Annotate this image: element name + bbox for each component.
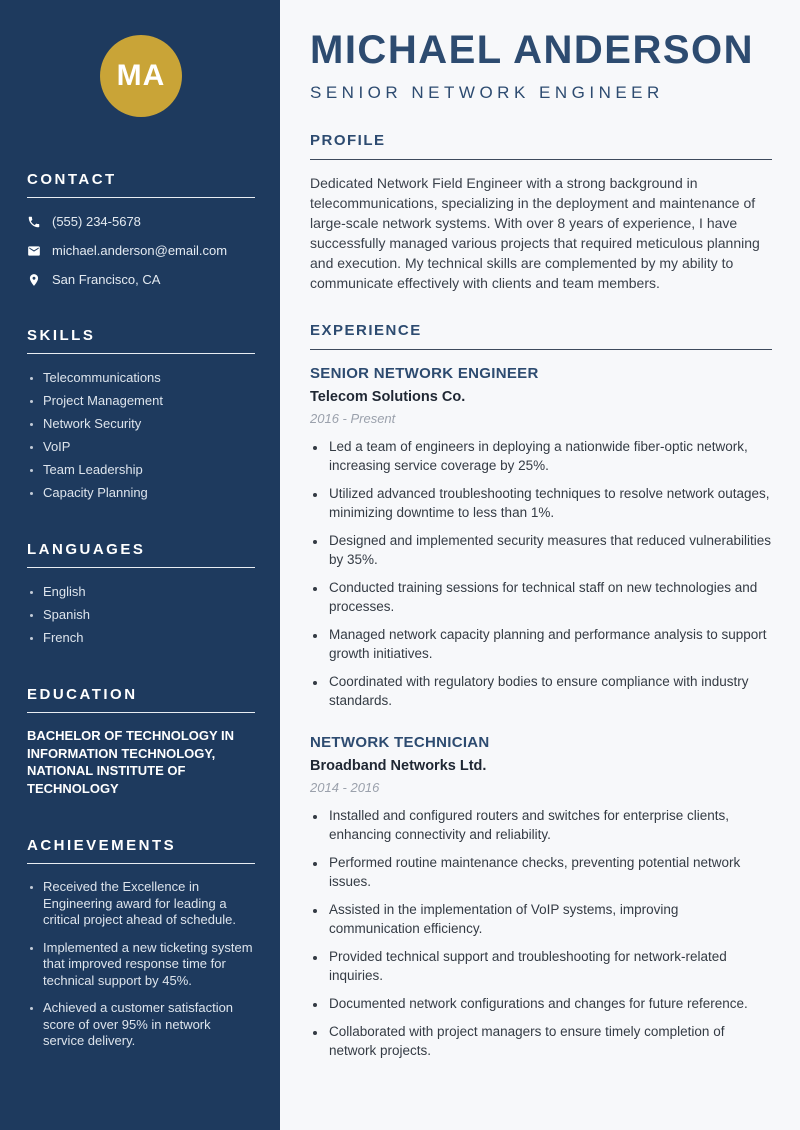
contact-phone-text: (555) 234-5678 (52, 214, 141, 229)
experience-divider (310, 349, 772, 350)
education-heading: EDUCATION (27, 686, 138, 703)
job-bullets (310, 806, 772, 1060)
job-bullets (310, 437, 772, 710)
profile-divider (310, 159, 772, 160)
resume-main (280, 0, 800, 1130)
languages-section (27, 541, 255, 646)
contact-divider (27, 197, 255, 198)
job-dates: 2016 - Present (310, 411, 396, 426)
job-bullet: • Provided technical support and troubleshooting for network-related inquiries. (327, 947, 772, 985)
contact-email (27, 243, 255, 258)
job-bullet: • Designed and implemented security measures that reduced vulnerabilities by 35%. (327, 531, 772, 569)
education-section (27, 686, 255, 797)
language-item: • English (43, 584, 255, 600)
job-bullet: • Utilized advanced troubleshooting techniques to resolve network outages, minimizing downtime to less than 1%. (327, 484, 772, 522)
job-bullet: • Installed and configured routers and switches for enterprise clients, enhancing connectivity and reliability. (327, 806, 772, 844)
achievements-list (27, 879, 255, 1050)
job-bullet: • Performed routine maintenance checks, preventing potential network issues. (327, 853, 772, 891)
contact-email-text: michael.anderson@email.com (52, 243, 228, 258)
language-item: • French (43, 630, 255, 646)
job-bullet: • Documented network configurations and changes for future reference. (327, 994, 772, 1013)
skills-section (27, 327, 255, 501)
job-entry (310, 734, 772, 1060)
experience-section (310, 322, 772, 1060)
contact-heading: CONTACT (27, 171, 117, 188)
contact-location (27, 272, 255, 287)
job-company: Telecom Solutions Co. (310, 389, 466, 405)
job-title: SENIOR NETWORK ENGINEER (310, 365, 539, 382)
skills-divider (27, 353, 255, 354)
job-company: Broadband Networks Ltd. (310, 758, 487, 774)
job-entry (310, 365, 772, 710)
job-bullet: • Coordinated with regulatory bodies to ensure compliance with industry standards. (327, 672, 772, 710)
person-title: SENIOR NETWORK ENGINEER (310, 83, 664, 102)
job-bullet: • Managed network capacity planning and performance analysis to support growth initiatives. (327, 625, 772, 663)
skill-item: • Telecommunications (43, 370, 255, 386)
languages-list (27, 584, 255, 646)
location-pin-icon (27, 273, 41, 287)
language-item: • Spanish (43, 607, 255, 623)
achievements-heading: ACHIEVEMENTS (27, 837, 177, 854)
job-bullet: • Conducted training sessions for technical staff on new technologies and processes. (327, 578, 772, 616)
experience-heading: EXPERIENCE (310, 322, 422, 339)
profile-heading: PROFILE (310, 132, 386, 149)
languages-divider (27, 567, 255, 568)
achievement-item: • Achieved a customer satisfaction score of over 95% in network service delivery. (43, 1000, 255, 1050)
job-dates: 2014 - 2016 (310, 780, 380, 795)
job-bullet: • Assisted in the implementation of VoIP systems, improving communication efficiency. (327, 900, 772, 938)
sidebar (0, 0, 280, 1130)
achievements-divider (27, 863, 255, 864)
phone-icon (27, 215, 41, 229)
skills-list (27, 370, 255, 501)
skill-item: • Capacity Planning (43, 485, 255, 501)
profile-text: Dedicated Network Field Engineer with a strong background in telecommunications, specializing in the deployment and maintenance of large-scale network systems. With over 8 years of experience, I have successfully managed various projects that required meticulous planning and execution. My technical skills are complemented by my ability to communicate effectively with clients and team members. (310, 175, 760, 291)
education-divider (27, 712, 255, 713)
job-title: NETWORK TECHNICIAN (310, 734, 490, 751)
contact-list (27, 214, 255, 287)
job-bullet: • Collaborated with project managers to ensure timely completion of network projects. (327, 1022, 772, 1060)
achievement-item: • Received the Excellence in Engineering award for leading a critical project ahead of schedule. (43, 879, 255, 929)
job-bullet: • Led a team of engineers in deploying a nationwide fiber-optic network, increasing service coverage by 25%. (327, 437, 772, 475)
education-degree: BACHELOR OF TECHNOLOGY IN INFORMATION TECHNOLOGY, NATIONAL INSTITUTE OF TECHNOLOGY (27, 728, 235, 796)
skill-item: • Team Leadership (43, 462, 255, 478)
skills-heading: SKILLS (27, 327, 96, 344)
skill-item: • Network Security (43, 416, 255, 432)
achievements-section (27, 837, 255, 1050)
skill-item: • Project Management (43, 393, 255, 409)
avatar (100, 35, 182, 117)
email-icon (27, 244, 41, 258)
avatar-initials: MA (116, 59, 166, 92)
profile-section (310, 132, 772, 293)
contact-location-text: San Francisco, CA (52, 272, 161, 287)
achievement-item: • Implemented a new ticketing system that improved response time for technical support by 45%. (43, 940, 255, 990)
contact-section (27, 171, 255, 287)
languages-heading: LANGUAGES (27, 541, 146, 558)
contact-phone (27, 214, 255, 229)
person-name: MICHAEL ANDERSON (310, 28, 755, 72)
skill-item: • VoIP (43, 439, 255, 455)
